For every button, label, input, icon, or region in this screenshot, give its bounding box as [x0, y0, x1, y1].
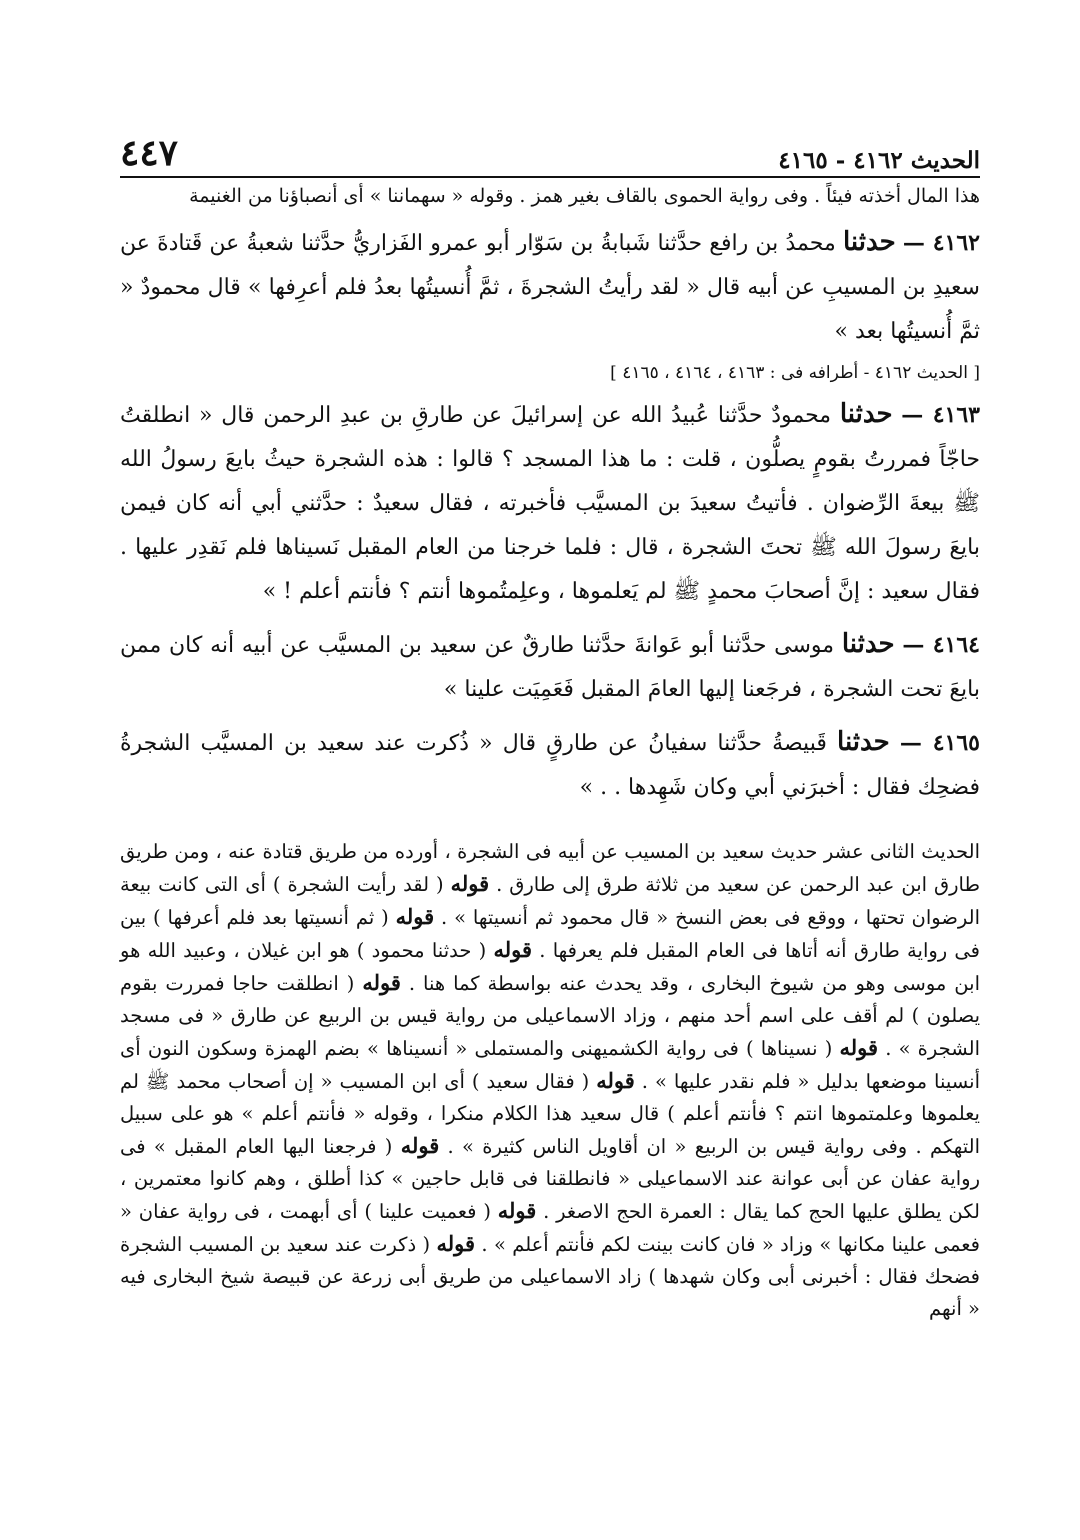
commentary-text: الحديث الثانى عشر حديث سعيد بن المسيب عن أبيه فى الشجرة ، أورده من طريق قتادة عنه ، ومن طريق طارق ابن عبد الرحمن عن سعيد من ثلاثة طرق إلى طارق .: [120, 840, 981, 896]
commentary-text: ( نسيناها ) فى رواية الكشميهنى والمستملى « أنسيناها » بضم الهمزة وسكون النون أى أنسينا موضعها بدليل « فلم نقدر عليها » .: [120, 1037, 980, 1093]
qawl-marker: قوله: [493, 937, 533, 962]
commentary: [120, 836, 980, 1325]
commentary-text: ( فعميت علينا ) أى أبهمت ، فى رواية عفان « فعمى علينا مكانها » وزاد « فان كانت بينت لكم فأنتم أعلم » .: [120, 1200, 980, 1256]
commentary-text: ( فرجعنا اليها العام المقبل » فى رواية عفان عن أبى عوانة عند الاسماعيلى « فانطلقنا فى قابل حاجين » كذا أطلق ، وهم كانوا معتمرين ، لكن يطلق عليها الحج كما يقال : العمرة الحج الاصغر .: [120, 1135, 980, 1223]
hadith-number: ٤١٦٢ —: [902, 230, 980, 256]
commentary-text: ( فقال سعيد ) أى ابن المسيب « إن أصحاب محمد ﷺ لم يعلموها وعلمتموها انتم ؟ فأنتم أعلم ) قال سعيد هذا الكلام منكرا ، وقوله « فأنتم أعلم » هو على سبيل التهكم . وفى رواية قيس بن الربيع « ان أقاويل الناس كثيرة » .: [120, 1070, 980, 1158]
hadith-4162: [120, 220, 980, 354]
qawl-marker: قوله: [596, 1068, 635, 1093]
commentary-text: ( حدثنا محمود ) هو ابن غيلان ، وعبيد الله هو ابن موسى وهو من شيوخ البخارى ، وقد يحدث عنه بواسطة كما هنا .: [120, 939, 980, 995]
qawl-marker: قوله: [400, 1133, 440, 1158]
hadith-section: [120, 220, 980, 810]
qawl-marker: قوله: [395, 904, 435, 929]
qawl-marker: قوله: [436, 1231, 476, 1256]
commentary-text: ( لقد رأيت الشجرة ) أى التى كانت بيعة الرضوان تحتها ، ووقع فى بعض النسخ « قال محمود ثم أنسيتها » .: [120, 873, 980, 929]
hadith-keyword: حدثنا: [837, 727, 890, 757]
hadith-text: قَبيصةُ حدَّثنا سفيانُ عن طارقٍ قال « ذُكرت عند سعيد بن المسيَّب الشجرةُ فضحِك فقال : أخبرَني أبي وكان شَهِدها . . »: [120, 731, 980, 800]
qawl-marker: قوله: [497, 1198, 537, 1223]
commentary-text: ( ذكرت عند سعيد بن المسيب الشجرة فضحك فقال : أخبرنى أبى وكان شهدها ) زاد الاسماعيلى من طريق أبى زرعة عن قبيصة شيخ البخارى فيه « أنهم: [120, 1233, 980, 1320]
qawl-marker: قوله: [450, 871, 490, 896]
hadith-number: ٤١٦٥ —: [899, 730, 980, 756]
hadith-4163: [120, 392, 980, 614]
commentary-text: ( ثم أنسيتها بعد فلم أعرفها ) بين فى رواية طارق أنه أتاها فى العام المقبل فلم يعرفها .: [120, 906, 981, 962]
hadith-keyword: حدثنا: [842, 227, 896, 257]
page-header: [120, 118, 980, 178]
hadith-keyword: حدثنا: [839, 399, 893, 429]
hadith-cross-references: [ الحديث ٤١٦٢ - أطرافه فى : ٤١٦٣ ، ٤١٦٤ ، ٤١٦٥ ]: [610, 363, 980, 383]
hadith-text: محمدُ بن رافع حدَّثنا شَبابةُ بن سَوّار أبو عمرو الفَزاريُّ حدَّثنا شعبةُ عن قَتادةَ عن سعيدِ بن المسيبِ عن أبيه قال « لقد رأيتُ الشجرةَ ، ثمَّ أُنسيتُها بعدُ فلم أعرِفها » قال محمودٌ « ثمَّ أُنسيتُها بعد »: [120, 231, 980, 344]
page-body: [120, 180, 980, 1345]
intro-line: هذا المال أخذته فيئاً . وفى رواية الحموى بالقاف بغير همز . وقوله « سهماننا » أى أنصباؤنا من الغنيمة: [189, 185, 980, 207]
running-head: الحديث ٤١٦٢ - ٤١٦٥: [778, 147, 980, 174]
page-number: ٤٤٧: [120, 132, 179, 174]
hadith-4165: [120, 720, 980, 810]
hadith-keyword: حدثنا: [841, 629, 895, 659]
hadith-number: ٤١٦٣ —: [901, 402, 980, 428]
hadith-text: محمودٌ حدَّثنا عُبيدُ الله عن إسرائيلَ عن طارقِ بن عبدِ الرحمن قال « انطلقتُ حاجّاً فمررتُ بقومٍ يصلُّون ، قلت : ما هذا المسجد ؟ قالوا : هذه الشجرة حيثُ بايعَ رسولُ الله ﷺ بيعةَ الرِّضوان . فأتيتُ سعيدَ بن المسيَّب فأخبرته ، فقال سعيدٌ : حدَّثني أبي أنه كان فيمن بايعَ رسولَ الله ﷺ تحتَ الشجرة ، قال : فلما خرجنا من العام المقبل نَسيناها فلم نَقدِر عليها . فقال سعيد : إنَّ أصحابَ محمدٍ ﷺ لم يَعلموها ، وعلِمتُموها أنتم ؟ فأنتم أعلم ! »: [120, 403, 981, 604]
commentary-text: ( انطلقت حاجا فمررت بقوم يصلون ) لم أقف على اسم أحد منهم ، وزاد الاسماعيلى من رواية قيس بن الربيع عن طارق « فى مسجد الشجرة » .: [120, 972, 980, 1060]
hadith-4164: [120, 622, 980, 712]
qawl-marker: قوله: [839, 1035, 879, 1060]
hadith-text: موسى حدَّثنا أبو عَوانةَ حدَّثنا طارقٌ عن سعيد بن المسيَّب عن أبيه أنه كان ممن بايعَ تحت الشجرة ، فرجَعنا إليها العامَ المقبل فَعَمِيَت علينا »: [120, 633, 980, 702]
qawl-marker: قوله: [362, 970, 401, 995]
hadith-number: ٤١٦٤ —: [902, 632, 980, 658]
